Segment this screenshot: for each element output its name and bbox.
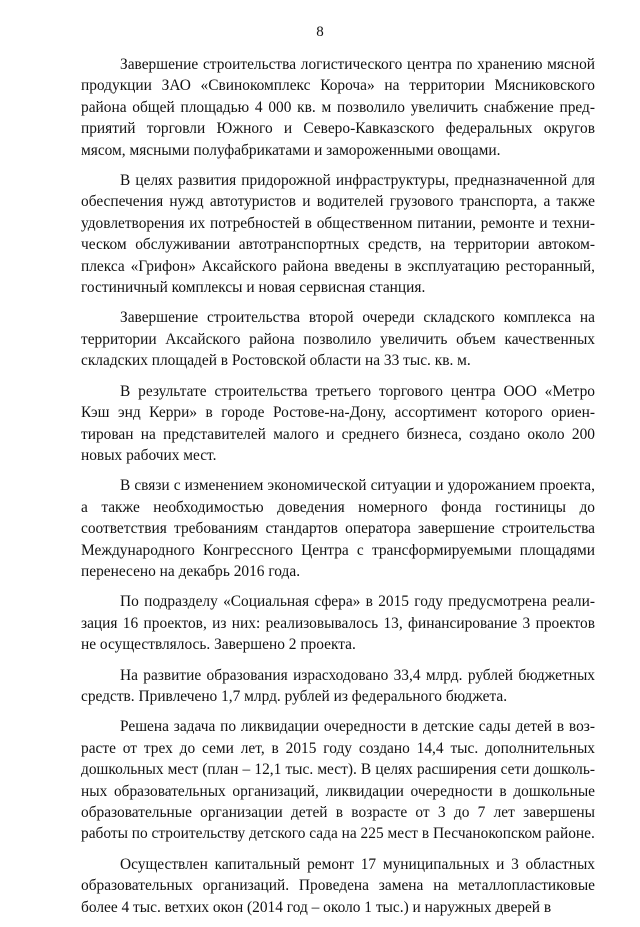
document-body: [81, 54, 595, 927]
paragraph-logistics-center: Завершение строительства логистического центра по хранению мясной продукции ЗАО «Свинокомплекс Короча» на территории Мясниковского района общей площадью 4 000 кв. м позволило увеличить снабжение предприятий торговли Южного и Северо-Кавказского федеральных округов мясом, мясными полуфабрикатами и замороженными овощами.: [81, 56, 595, 159]
paragraph-social-sphere: По подразделу «Социальная сфера» в 2015 году предусмотрена реализация 16 проектов, из них: реализовывалось 13, финансирование 3 проектов не осуществлялось. Завершено 2 проекта.: [81, 593, 595, 654]
paragraph-warehouse-complex: Завершение строительства второй очереди складского комплекса на территории Аксайского района позволило увеличить объем качественных складских площадей в Ростовской области на 33 тыс. кв. м.: [81, 309, 595, 370]
paragraph-kindergartens: Решена задача по ликвидации очередности в детские сады детей в возрасте от трех до семи лет, в 2015 году создано 14,4 тыс. дополнительных дошкольных мест (план – 12,1 тыс. мест). В целях расширения сети дошкольных образовательных организаций, ликвидации очередности в дошкольные образовательные организации детей в возрасте от 3 до 7 лет завершены работы по строительству детского сада на 225 мест в Песчанокопском районе.: [81, 718, 595, 843]
paragraph-education-spending: На развитие образования израсходовано 33,4 млрд. рублей бюджетных средств. Привлечено 1,7 млрд. рублей из федерального бюджета.: [81, 666, 595, 705]
paragraph-capital-repair: Осуществлен капитальный ремонт 17 муниципальных и 3 областных образовательных организаций. Проведена замена на металлопластиковые более 4 тыс. ветхих окон (2014 год – около 1 тыс.) и наружных дверей в: [81, 855, 595, 916]
page-number: 8: [316, 24, 324, 40]
paragraph-metro-shopping-center: В результате строительства третьего торгового центра ООО «Метро Кэш энд Керри» в городе Ростове-на-Дону, ассортимент которого ориентирован на представителей малого и среднего бизнеса, создано около 200 новых рабочих мест.: [81, 382, 595, 464]
paragraph-congress-center: В связи с изменением экономической ситуации и удорожанием проекта, а также необходимостью доведения номерного фонда гостиницы до соответствия требованиям стандартов оператора завершение строительства Международного Конгрессного Центра с трансформируемыми площадями перенесено на декабрь 2016 года.: [81, 477, 595, 580]
paragraph-roadside-infrastructure: В целях развития придорожной инфраструктуры, предназначенной для обеспечения нужд автотуристов и водителей грузового транспорта, а также удовлетворения их потребностей в общественном питании, ремонте и техническом обслуживании автотранспортных средств, на территории автокомплекса «Грифон» Аксайского района введены в эксплуатацию ресторанный, гостиничный комплексы и новая сервисная станция.: [81, 172, 595, 297]
